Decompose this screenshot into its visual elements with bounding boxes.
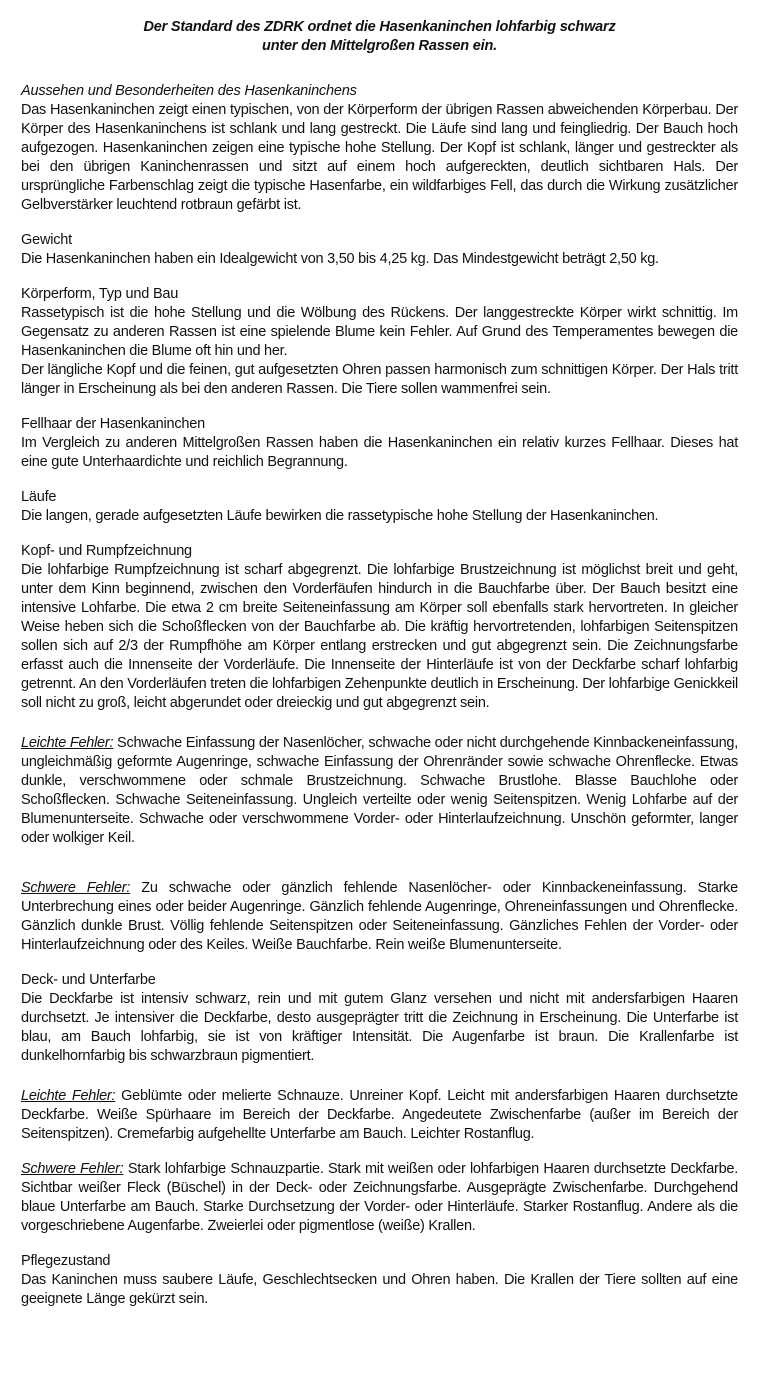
document-title <box>21 18 738 56</box>
schwere-fehler-label: Schwere Fehler: <box>21 880 131 896</box>
paragraph-zeichnung: Die lohfarbige Rumpfzeichnung ist scharf abgegrenzt. Die lohfarbige Brustzeichnung ist möglichst breit und geht, unter dem Kinn beginnend, zwischen den Vorderfäufen hindurch in die Bauchfarbe über. Der Bauch besitzt eine intensive Lohfarbe. Die etwa 2 cm breite Seiteneinfassung am Körper soll ebenfalls stark hervortreten. In gleicher Weise heben sich die Schoßflecken von der Bauchfarbe ab. Die kräftig hervortretenden, lohfarbigen Seitenspitzen sollen sich auf 2/3 der Rumpfhöhe am Körper entlang erstrecken und gut abgegrenzt sein. Die Zeichnungsfarbe erfasst auch die Innenseite der Vorderläufe. Die Innenseite der Hinterläufe ist von der Deckfarbe scharf lohfarbig getrennt. An den Vorderläufen treten die lohfarbigen Zehenpunkte deutlich in Erscheinung. Der lohfarbige Genickkeil soll nicht zu groß, leicht abgerundet oder dreieckig und gut abgegrenzt sein. <box>21 562 738 711</box>
paragraph-gewicht: Die Hasenkaninchen haben ein Idealgewicht von 3,50 bis 4,25 kg. Das Mindestgewicht beträgt 2,50 kg. <box>21 251 659 267</box>
section-zeichnung <box>21 542 738 955</box>
paragraph-laeufe: Die langen, gerade aufgesetzten Läufe bewirken die rassetypische hohe Stellung der Hasenkaninchen. <box>21 508 659 524</box>
title-line-1: Der Standard des ZDRK ordnet die Hasenkaninchen lohfarbig schwarz <box>143 19 616 35</box>
paragraph-koerperform-2: Der längliche Kopf und die feinen, gut aufgesetzten Ohren passen harmonisch zum schnittigen Körper. Der Hals tritt länger in Erscheinung als bei den anderen Rassen. Die Tiere sollen wammenfrei sein. <box>21 362 738 397</box>
paragraph-zeichnung-leichte-fehler <box>21 734 738 848</box>
leichte-fehler-label: Leichte Fehler: <box>21 735 114 751</box>
section-heading-aussehen: Aussehen und Besonderheiten des Hasenkaninchens <box>21 83 357 99</box>
paragraph-pflege: Das Kaninchen muss saubere Läufe, Geschlechtsecken und Ohren haben. Die Krallen der Tiere sollten auf eine geeignete Länge gekürzt sein. <box>21 1272 738 1307</box>
section-fellhaar <box>21 415 738 472</box>
paragraph-deckfarbe: Die Deckfarbe ist intensiv schwarz, rein und mit gutem Glanz versehen und nicht mit andersfarbigen Haaren durchsetzt. Je intensiver die Deckfarbe, desto ausgeprägter tritt die Zeichnung in Erscheinung. Die Unterfarbe ist blau, am Bauch lohfarbig, sie ist von kräftiger Intensität. Die Augenfarbe ist braun. Die Krallenfarbe ist dunkelhornfarbig bis schwarzbraun pigmentiert. <box>21 991 738 1064</box>
title-line-2: unter den Mittelgroßen Rassen ein. <box>262 38 497 54</box>
section-heading-zeichnung: Kopf- und Rumpfzeichnung <box>21 543 192 559</box>
paragraph-zeichnung-schwere-fehler <box>21 879 738 955</box>
section-heading-laeufe: Läufe <box>21 489 57 505</box>
paragraph-deckfarbe-leichte-fehler <box>21 1087 738 1144</box>
schwere-fehler-text: Stark lohfarbige Schnauzpartie. Stark mit weißen oder lohfarbigen Haaren durchsetzte Deckfarbe. Sichtbar weißer Fleck (Büschel) in der Deck- oder Zeichnungsfarbe. Ausgeprägte Zwischenfarbe. Durchgehend blaue Unterfarbe am Bauch. Starke Durchsetzung der Vorder- oder Hinterläufe. Starker Rostanflug. Andere als die vorgeschriebene Augenfarbe. Zweierlei oder pigmentlose (weiße) Krallen. <box>21 1161 738 1234</box>
section-koerperform <box>21 285 738 399</box>
leichte-fehler-label: Leichte Fehler: <box>21 1088 116 1104</box>
leichte-fehler-text: Geblümte oder melierte Schnauze. Unreiner Kopf. Leicht mit andersfarbigen Haaren durchsetzte Deckfarbe. Weiße Spürhaare im Bereich der Deckfarbe. Angedeutete Zwischenfarbe (außer im Bereich der Seitenspitzen). Cremefarbig aufgehellte Unterfarbe am Bauch. Leichter Rostanflug. <box>21 1088 739 1142</box>
section-heading-deckfarbe: Deck- und Unterfarbe <box>21 972 156 988</box>
section-heading-koerperform: Körperform, Typ und Bau <box>21 286 179 302</box>
section-heading-fellhaar: Fellhaar der Hasenkaninchen <box>21 416 206 432</box>
paragraph-aussehen: Das Hasenkaninchen zeigt einen typischen, von der Körperform der übrigen Rassen abweichenden Körperbau. Der Körper des Hasenkaninchens ist schlank und lang gestreckt. Die Läufe sind lang und feingliedrig. Der Bauch hoch aufgezogen. Hasenkaninchen zeigen eine typische hohe Stellung. Der Kopf ist schlank, länger und gestreckter als bei den übrigen Kaninchenrassen und sitzt auf einem hoch aufgereckten, deutlich sichtbaren Hals. Der ursprüngliche Farbenschlag zeigt die typische Hasenfarbe, ein wildfarbiges Fell, das durch die Wirkung zusätzlicher Gelbverstärker leuchtend rotbraun gefärbt ist. <box>21 102 738 213</box>
schwere-fehler-label: Schwere Fehler: <box>21 1161 124 1177</box>
section-laeufe <box>21 488 738 526</box>
section-heading-pflege: Pflegezustand <box>21 1253 111 1269</box>
paragraph-deckfarbe-schwere-fehler <box>21 1160 738 1236</box>
section-heading-gewicht: Gewicht <box>21 232 72 248</box>
section-pflege <box>21 1252 738 1309</box>
leichte-fehler-text: Schwache Einfassung der Nasenlöcher, schwache oder nicht durchgehende Kinnbackeneinfassung, ungleichmäßig geformte Augenringe, schwache Einfassung der Ohrenränder sowie schwache Ohrenflecke. Etwas dunkle, verschwommene oder schmale Brustzeichnung. Schwache Brustlohe. Blasse Bauchlohe oder Schoßflecken. Schwache Seiteneinfassung. Ungleich verteilte oder wenig Seitenspitzen. Wenig Lohfarbe auf der Blumenunterseite. Schwache oder verschwommene Vorder- oder Hinterlaufzeichnung. Unschön geformter, langer oder wolkiger Keil. <box>21 735 738 846</box>
section-aussehen <box>21 82 738 215</box>
paragraph-fellhaar: Im Vergleich zu anderen Mittelgroßen Rassen haben die Hasenkaninchen ein relativ kurzes Fellhaar. Dieses hat eine gute Unterhaardichte und reichlich Begrannung. <box>21 435 738 470</box>
section-gewicht <box>21 231 738 269</box>
section-deckfarbe <box>21 971 738 1236</box>
paragraph-koerperform-1: Rassetypisch ist die hohe Stellung und die Wölbung des Rückens. Der langgestreckte Körper wirkt schnittig. Im Gegensatz zu anderen Rassen ist eine spielende Blume kein Fehler. Auf Grund des Temperamentes bewegen die Hasenkaninchen die Blume oft hin und her. <box>21 305 738 359</box>
schwere-fehler-text: Zu schwache oder gänzlich fehlende Nasenlöcher- oder Kinnbackeneinfassung. Starke Unterbrechung eines oder beider Augenringe. Gänzlich fehlende Augenringe, Ohreneinfassungen und Ohrenflecke. Gänzlich dunkle Brust. Völlig fehlende Seitenspitzen oder Seiteneinfassung. Gänzliches Fehlen der Vorder- oder Hinterlaufzeichnung oder des Keiles. Weiße Bauchfarbe. Rein weiße Blumenunterseite. <box>21 880 739 953</box>
